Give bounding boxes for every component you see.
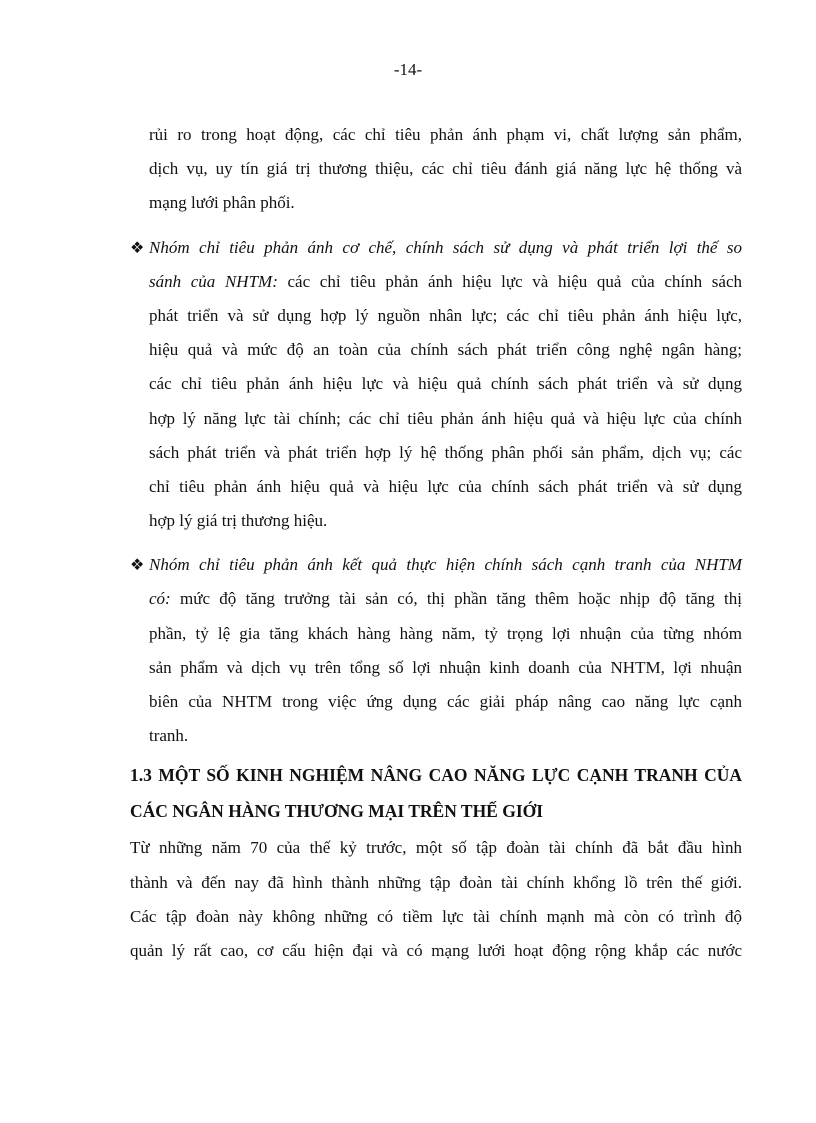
bullet-item-result-indicators [130,548,742,753]
text-line [149,231,742,265]
text-line: hợp lý năng lực tài chính; các chỉ tiêu phản ánh hiệu quả và hiệu lực của chính [149,408,742,428]
bullet-text: mức độ tăng trưởng tài sản có, thị phần tăng thêm hoặc nhịp độ tăng thị [170,589,742,609]
continuation-paragraph [130,118,742,221]
bullet-text: các chỉ tiêu phản ánh hiệu lực và hiệu quả của chính sách [277,271,742,291]
bullet-title: có: [149,589,171,609]
page-number: -14- [393,60,423,79]
text-line: hiệu quả và mức độ an toàn của chính sách phát triển công nghệ ngân hàng; [149,340,742,360]
heading-line: CÁC NGÂN HÀNG THƯƠNG MẠI TRÊN THẾ GIỚI [130,801,544,822]
text-line: thành và đến nay đã hình thành những tập đoàn tài chính khổng lồ trên thế giới. [130,872,742,892]
text-line [149,582,742,616]
text-line: hợp lý giá trị thương hiệu. [149,511,328,531]
text-line [149,265,742,299]
text-line [149,548,742,582]
text-line: phần, tỷ lệ gia tăng khách hàng hàng năm, tỷ trọng lợi nhuận của từng nhóm [149,623,742,643]
diamond-bullet-icon: ❖ [130,237,145,257]
text-line: các chỉ tiêu phản ánh hiệu lực và hiệu quả chính sách phát triển và sử dụng [149,374,742,394]
text-line: rủi ro trong hoạt động, các chỉ tiêu phản ánh phạm vi, chất lượng sản phẩm, [149,125,742,144]
bullet-title: sánh của NHTM: [149,271,278,291]
document-body [130,118,742,968]
text-line: biên của NHTM trong việc ứng dụng các giải pháp nâng cao năng lực cạnh [149,692,742,711]
bullet-title: Nhóm chỉ tiêu phản ánh cơ chế, chính sách sử dụng và phát triển lợi thế so [149,237,742,257]
section-paragraph [130,831,742,968]
heading-line: 1.3 MỘT SỐ KINH NGHIỆM NÂNG CAO NĂNG LỰC CẠNH TRANH CỦA [130,765,742,786]
text-line: sách phát triển và phát triển hợp lý hệ thống phân phối sản phẩm, dịch vụ; các [149,442,742,462]
text-line: Từ những năm 70 của thế kỷ trước, một số tập đoàn tài chính đã bắt đầu hình [130,838,742,858]
bullet-title: Nhóm chỉ tiêu phản ánh kết quả thực hiện chính sách cạnh tranh của NHTM [149,555,742,575]
text-line: chỉ tiêu phản ánh hiệu quả và hiệu lực của chính sách phát triển và sử dụng [149,476,742,496]
text-line: phát triển và sử dụng hợp lý nguồn nhân lực; các chỉ tiêu phản ánh hiệu lực, [149,305,742,325]
text-line: dịch vụ, uy tín giá trị thương thiệu, các chỉ tiêu đánh giá năng lực hệ thống và [149,159,742,179]
section-heading [130,757,742,829]
text-line: Các tập đoàn này không những có tiềm lực tài chính mạnh mà còn có trình độ [130,906,742,926]
bullet-item-mechanism-indicators [130,231,742,539]
text-line: tranh. [149,726,189,746]
diamond-bullet-icon: ❖ [130,555,145,575]
text-line: mạng lưới phân phối. [149,193,295,213]
text-line: quản lý rất cao, cơ cấu hiện đại và có mạng lưới hoạt động rộng khắp các nước [130,940,742,960]
text-line: sản phẩm và dịch vụ trên tổng số lợi nhuận kinh doanh của NHTM, lợi nhuận [149,657,742,677]
